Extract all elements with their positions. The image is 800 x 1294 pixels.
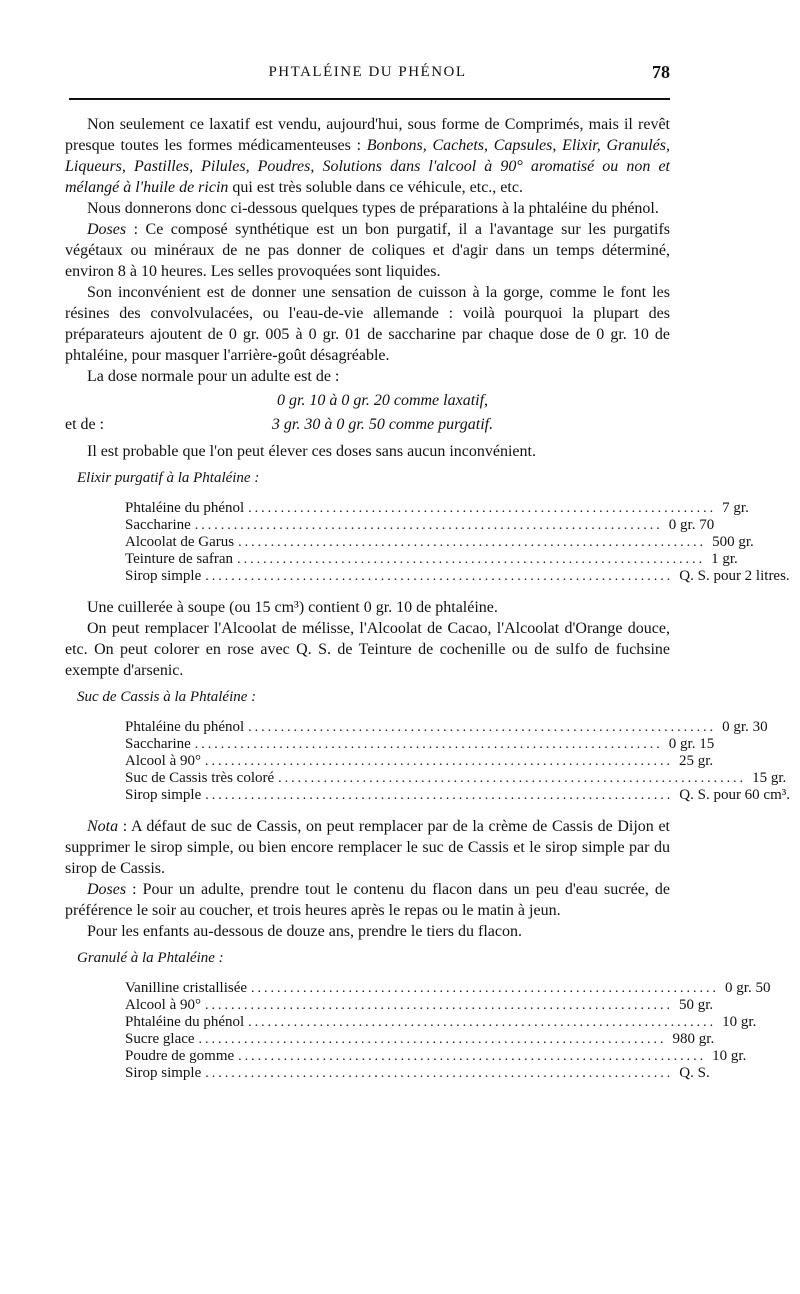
ingredient-qty: Q. S. <box>679 1065 710 1081</box>
doses-text: : Ce composé synthétique est un bon purgatif, il a l'avantage sur les purgatifs végétaux ou minéraux de ne pas donner de coliques et d'agir dans un temps déterminé, environ 8 à 10 heures. Les selles provoquées sont liquides. <box>65 221 670 280</box>
ingredient-name: Sucre glace <box>125 1031 195 1047</box>
recipe-row: Sirop simple ........................................................................ Q. S. pour 2 litres. <box>125 568 790 584</box>
recipe-row: Suc de Cassis très coloré ........................................................................ 15 gr. <box>125 770 787 786</box>
recipe-row: Saccharine ........................................................................ 0 gr. 70 <box>125 517 715 533</box>
ingredient-qty: Q. S. pour 2 litres. <box>679 568 790 584</box>
doses-label: Doses <box>87 221 127 238</box>
ingredient-name: Saccharine <box>125 517 191 533</box>
recipe-row: Saccharine ........................................................................ 0 gr. 15 <box>125 736 715 752</box>
page-number: 78 <box>652 62 670 82</box>
ingredient-qty: 25 gr. <box>678 753 714 769</box>
ingredient-name: Sirop simple <box>125 568 202 584</box>
ingredient-qty: Q. S. pour 60 cm³. <box>679 787 791 803</box>
recipe-row: Sucre glace ........................................................................ 980 gr. <box>125 1031 715 1047</box>
running-title: PHTALÉINE DU PHÉNOL <box>268 64 467 80</box>
ingredient-qty: 0 gr. 50 <box>725 980 771 996</box>
paragraph-forms-end: qui est très soluble dans ce véhicule, etc., etc. <box>228 179 523 196</box>
paragraph-replace: On peut remplacer l'Alcoolat de mélisse, l'Alcoolat de Cacao, l'Alcoolat d'Orange douce, etc. On peut colorer en rose avec Q. S. de Teinture de cochenille ou de sulfo de fuchsine exempte d'arsenic. <box>65 620 670 679</box>
ingredient-qty: 0 gr. 30 <box>722 719 768 735</box>
ingredient-name: Poudre de gomme <box>125 1048 235 1064</box>
paragraph-forms <box>65 114 670 198</box>
paragraph-children: Pour les enfants au-dessous de douze ans, prendre le tiers du flacon. <box>87 923 522 940</box>
dose-laxative: 0 gr. 10 à 0 gr. 20 comme laxatif, <box>276 392 489 409</box>
nota-label: Nota <box>87 818 119 835</box>
recipe-cassis <box>125 719 791 804</box>
ingredient-name: Phtaléine du phénol <box>125 1014 245 1030</box>
ingredient-qty: 15 gr. <box>752 770 787 786</box>
recipe-row: Teinture de safran ........................................................................ 1 gr. <box>125 551 738 567</box>
ingredient-name: Sirop simple <box>125 1065 202 1081</box>
ingredient-qty: 10 gr. <box>722 1014 757 1030</box>
page <box>65 58 791 1094</box>
ingredient-name: Teinture de safran <box>125 551 234 567</box>
recipe-heading: Elixir purgatif à la Phtaléine : <box>77 470 260 486</box>
recipe-heading: Suc de Cassis à la Phtaléine : <box>77 689 257 705</box>
recipe-row: Sirop simple ........................................................................ Q. S. pour 60 cm³. <box>125 787 791 803</box>
recipe-granule <box>125 980 771 1082</box>
ingredient-qty: 7 gr. <box>722 500 749 516</box>
paragraph-probable: Il est probable que l'on peut élever ces doses sans aucun inconvénient. <box>87 443 536 460</box>
doses-adult-text: : Pour un adulte, prendre tout le contenu du flacon dans un peu d'eau sucrée, de préférence le soir au coucher, et trois heures après le repas ou le matin à jeun. <box>65 881 670 919</box>
running-header <box>65 58 670 88</box>
paragraph-doses <box>65 219 670 282</box>
ingredient-qty: 10 gr. <box>712 1048 747 1064</box>
ingredient-name: Alcool à 90° <box>125 753 201 769</box>
paragraph-normal-dose: La dose normale pour un adulte est de : <box>87 368 340 385</box>
recipe-row: Phtaléine du phénol ........................................................................ 7 gr. <box>125 500 749 516</box>
ingredient-name: Alcool à 90° <box>125 997 201 1013</box>
recipe-elixir <box>125 500 790 585</box>
recipe-row: Alcoolat de Garus ........................................................................ 500 gr. <box>125 534 754 550</box>
recipe-row: Alcool à 90° ........................................................................ 25 gr. <box>125 753 714 769</box>
header-rule <box>69 98 670 100</box>
paragraph-doses-adult <box>65 879 670 921</box>
paragraph-spoon: Une cuillerée à soupe (ou 15 cm³) contient 0 gr. 10 de phtaléine. <box>87 599 498 616</box>
nota-text: : A défaut de suc de Cassis, on peut remplacer par de la crème de Cassis de Dijon et supprimer le sirop simple, ou bien encore remplacer le suc de Cassis et le sirop simple par du sirop de Cassis. <box>65 818 670 877</box>
paragraph-forms-text: Non seulement ce laxatif est vendu, aujourd'hui, sous forme de Comprimés, mais il revêt presque toutes les formes médicamenteuses : <box>65 116 670 154</box>
ingredient-qty: 1 gr. <box>711 551 738 567</box>
and-label: et de : <box>65 416 105 433</box>
paragraph-types: Nous donnerons donc ci-dessous quelques types de préparations à la phtaléine du phénol. <box>87 200 659 217</box>
recipe-row: Phtaléine du phénol ........................................................................ 10 gr. <box>125 1014 757 1030</box>
ingredient-name: Suc de Cassis très coloré <box>125 770 275 786</box>
paragraph-inconvenient: Son inconvénient est de donner une sensation de cuisson à la gorge, comme le font les résines des convolvulacées, ou l'eau-de-vie allemande : voilà pourquoi la plupart des préparateurs ajoutent de 0 gr. 005 à 0 gr. 01 de saccharine par chaque dose de 0 gr. 10 de phtaléine, pour masquer l'arrière-goût désagréable. <box>65 284 670 364</box>
ingredient-qty: 0 gr. 15 <box>668 736 715 752</box>
forms-list: Bonbons, Cachets, Capsules, Elixir, Granulés, Liqueurs, Pastilles, Pilules, Poudres, Solutions dans l'alcool à 90° aromatisé ou non et mélangé à l'huile de ricin <box>65 137 671 196</box>
ingredient-qty: 980 gr. <box>672 1031 715 1047</box>
ingredient-name: Phtaléine du phénol <box>125 500 245 516</box>
ingredient-name: Saccharine <box>125 736 191 752</box>
ingredient-name: Vanilline cristallisée <box>125 980 248 996</box>
dose-formula <box>65 389 670 437</box>
doses-label: Doses <box>87 881 127 898</box>
ingredient-name: Phtaléine du phénol <box>125 719 245 735</box>
recipe-row: Vanilline cristallisée ........................................................................ 0 gr. 50 <box>125 980 771 996</box>
paragraph-nota <box>65 816 670 879</box>
ingredient-name: Sirop simple <box>125 787 202 803</box>
ingredient-name: Alcoolat de Garus <box>125 534 235 550</box>
recipe-row: Poudre de gomme ........................................................................ 10 gr. <box>125 1048 747 1064</box>
dose-purgative: 3 gr. 30 à 0 gr. 50 comme purgatif. <box>271 416 494 433</box>
recipe-row: Sirop simple ........................................................................ Q. S. <box>125 1065 710 1081</box>
recipe-row: Alcool à 90° ........................................................................ 50 gr. <box>125 997 714 1013</box>
ingredient-qty: 0 gr. 70 <box>668 517 715 533</box>
ingredient-qty: 50 gr. <box>678 997 714 1013</box>
recipe-heading: Granulé à la Phtaléine : <box>77 950 224 966</box>
ingredient-qty: 500 gr. <box>712 534 754 550</box>
recipe-row: Phtaléine du phénol ........................................................................ 0 gr. 30 <box>125 719 768 735</box>
